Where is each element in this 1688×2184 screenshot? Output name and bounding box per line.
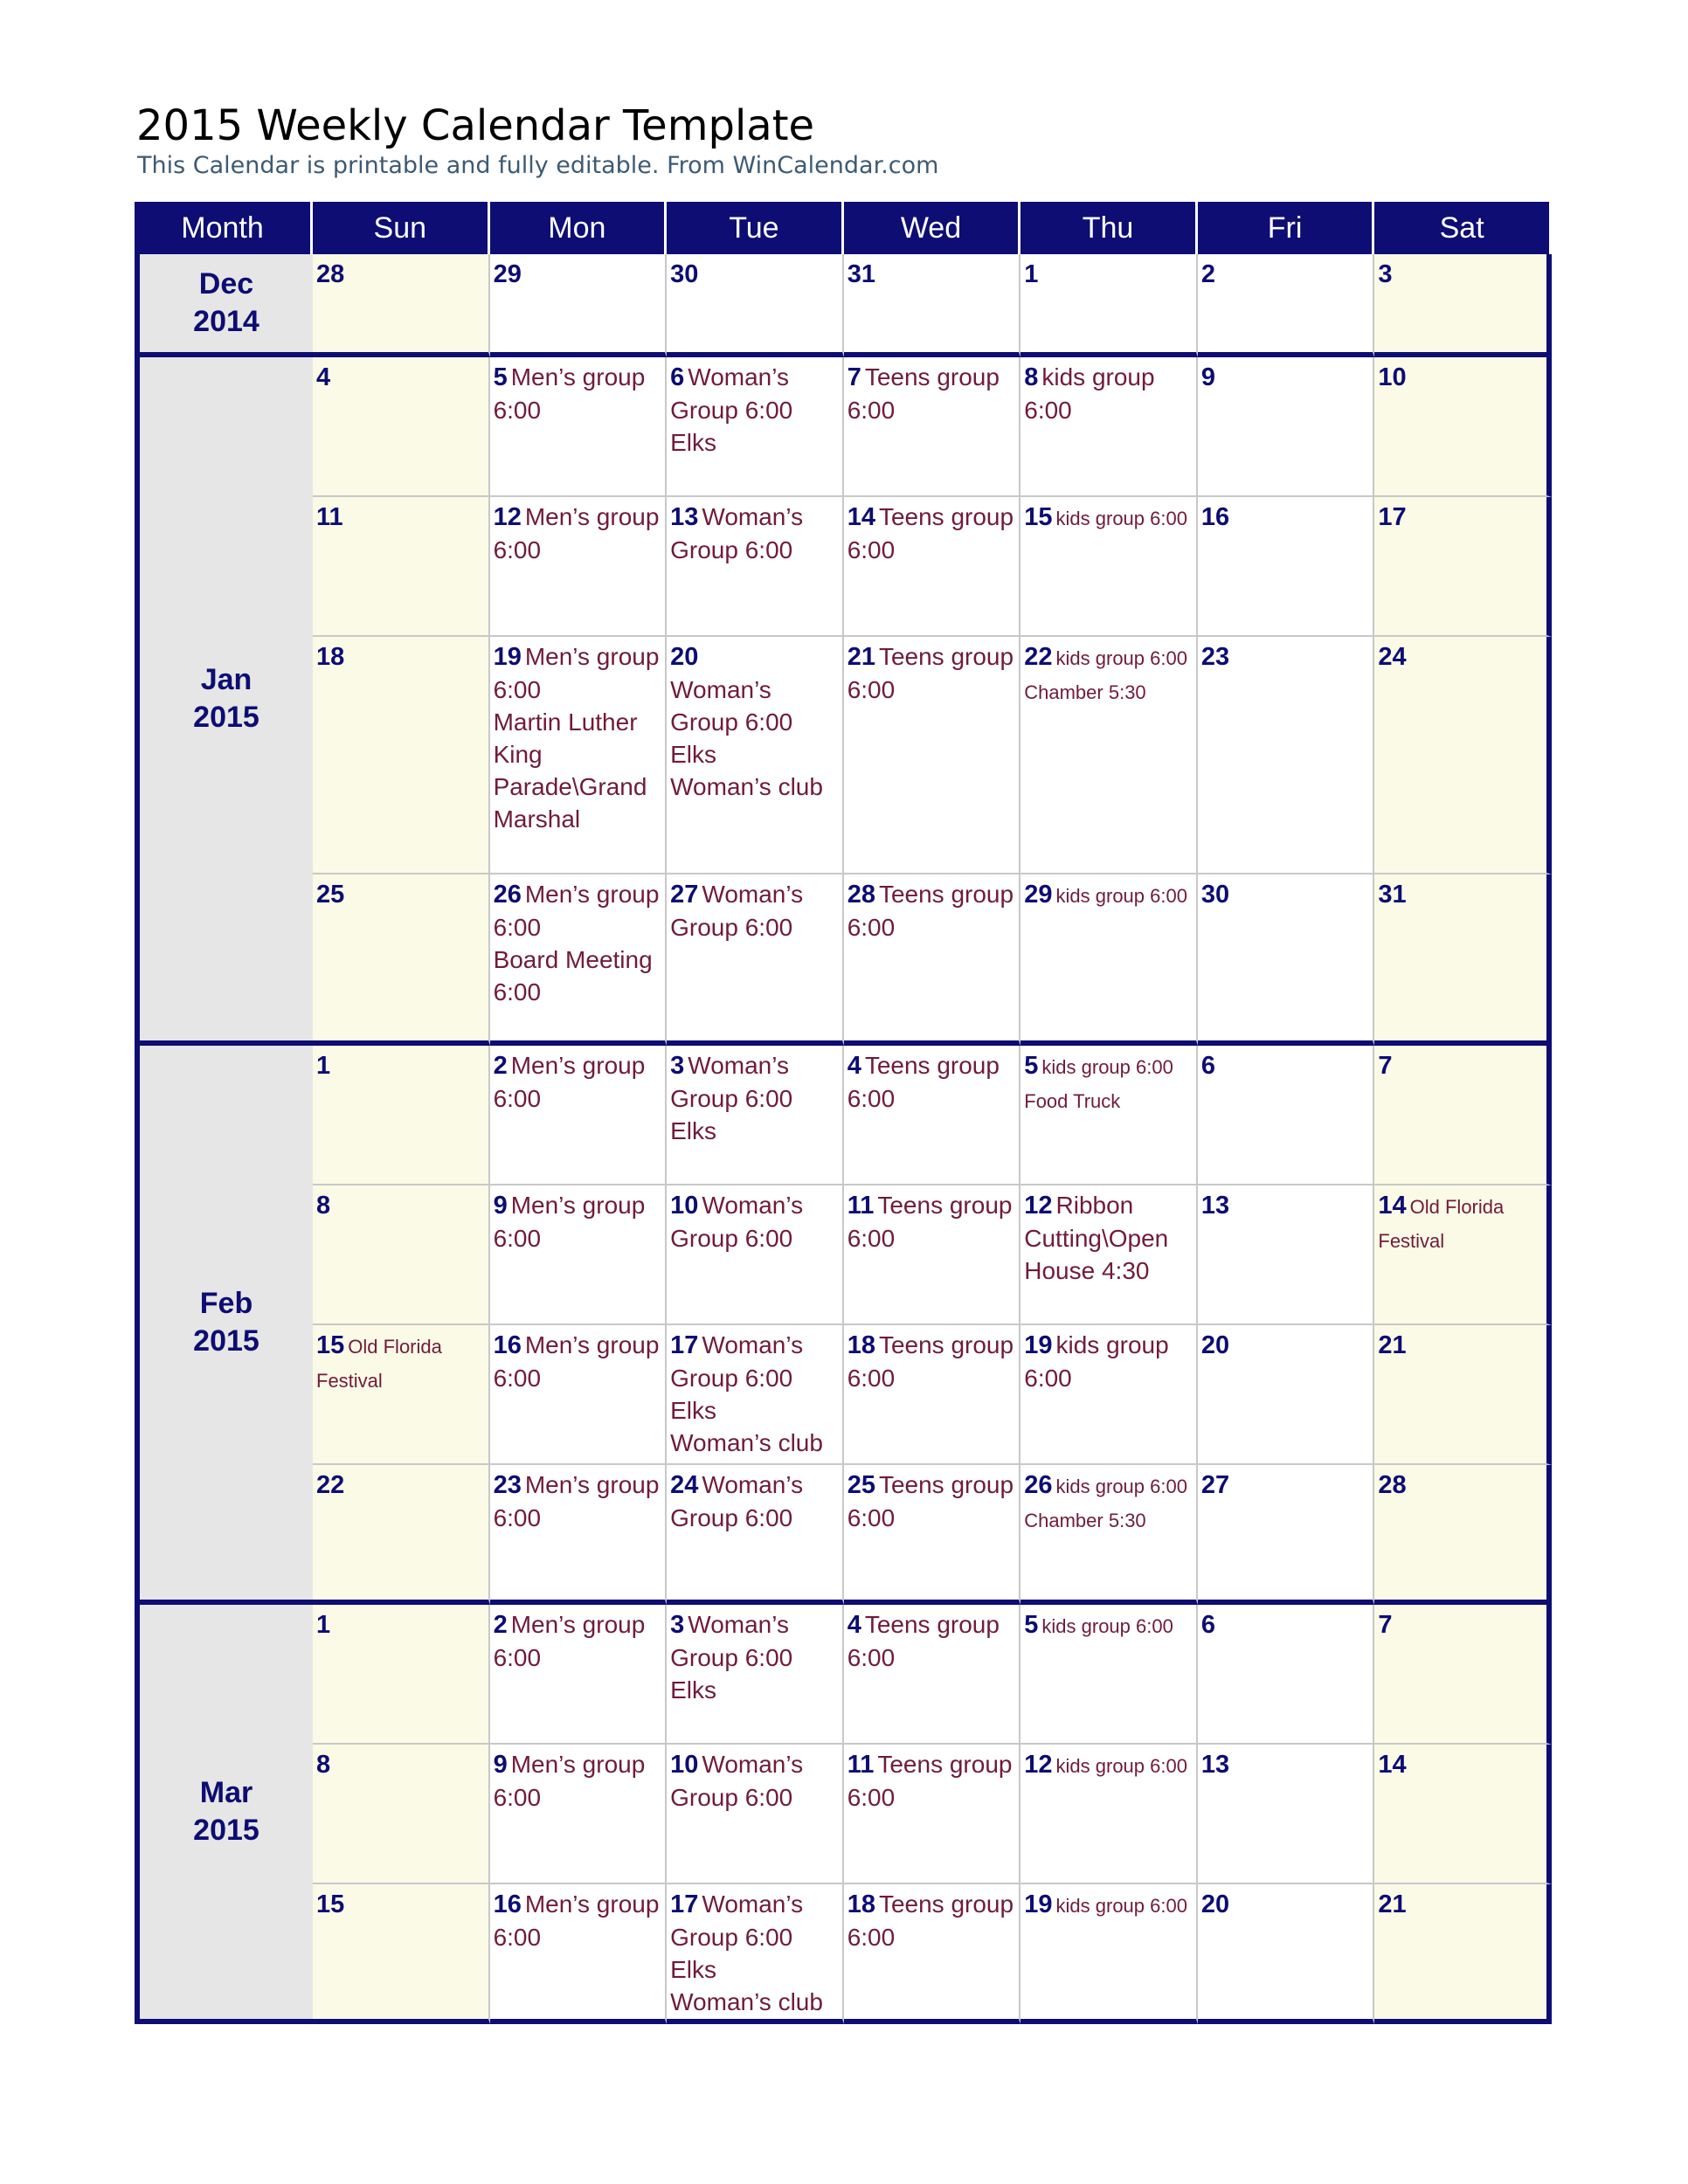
day-number: 21 bbox=[847, 643, 875, 671]
event-text: Old Florida Festival bbox=[1378, 1196, 1505, 1252]
day-cell[interactable] bbox=[313, 1605, 490, 1745]
day-number: 4 bbox=[316, 363, 331, 391]
event-text: Teens group 6:00 bbox=[847, 1471, 1014, 1531]
column-header-sat: Sat bbox=[1374, 202, 1552, 254]
day-cell[interactable] bbox=[490, 637, 668, 874]
day-number: 4 bbox=[847, 1611, 861, 1639]
day-cell[interactable] bbox=[667, 497, 844, 637]
event-text: Men’s group 6:00 bbox=[493, 1611, 646, 1671]
event-text: Woman’s Group 6:00 bbox=[670, 881, 804, 941]
day-cell[interactable] bbox=[1198, 1325, 1375, 1465]
month-label: Feb 2015 bbox=[135, 1046, 313, 1605]
day-number: 12 bbox=[1024, 1751, 1053, 1779]
day-number: 3 bbox=[670, 1611, 685, 1639]
page-subtitle: This Calendar is printable and fully editable. From WinCalendar.com bbox=[137, 152, 939, 179]
day-cell[interactable] bbox=[844, 1465, 1021, 1605]
event-text: kids group 6:00 bbox=[1024, 363, 1155, 424]
column-header-tue: Tue bbox=[667, 202, 844, 254]
day-cell[interactable] bbox=[490, 497, 668, 637]
day-number: 30 bbox=[670, 260, 699, 288]
day-number: 17 bbox=[670, 1890, 699, 1918]
event-text: Men’s group 6:00 bbox=[493, 1751, 646, 1811]
day-number: 15 bbox=[316, 1890, 345, 1918]
event-text: Woman’s Group 6:00 Elks bbox=[670, 1611, 793, 1704]
day-cell[interactable] bbox=[1198, 357, 1375, 497]
day-cell[interactable] bbox=[313, 637, 490, 874]
day-number: 22 bbox=[1024, 643, 1053, 671]
column-header-thu: Thu bbox=[1020, 202, 1198, 254]
day-number: 23 bbox=[1200, 643, 1230, 671]
day-number: 2 bbox=[493, 1611, 508, 1639]
day-number: 5 bbox=[493, 363, 508, 391]
day-number: 18 bbox=[316, 643, 345, 671]
event-text: Men’s group 6:00 bbox=[493, 363, 646, 424]
month-label: Mar 2015 bbox=[135, 1605, 313, 2024]
event-text: kids group 6:00 bbox=[1055, 1755, 1187, 1777]
day-cell[interactable] bbox=[1374, 497, 1552, 637]
day-number: 31 bbox=[1378, 881, 1407, 909]
day-cell[interactable] bbox=[1020, 357, 1198, 497]
day-cell[interactable] bbox=[1198, 1605, 1375, 1745]
day-number: 1 bbox=[316, 1052, 331, 1080]
day-cell[interactable] bbox=[1198, 1185, 1375, 1325]
day-number: 21 bbox=[1378, 1890, 1407, 1918]
day-number: 12 bbox=[493, 503, 522, 531]
day-cell[interactable] bbox=[1198, 1046, 1375, 1185]
day-number: 20 bbox=[1200, 1331, 1230, 1359]
day-cell[interactable] bbox=[667, 1745, 844, 1884]
day-number: 12 bbox=[1024, 1192, 1053, 1220]
day-number: 7 bbox=[847, 363, 861, 391]
day-number: 29 bbox=[1024, 881, 1053, 909]
day-cell[interactable] bbox=[1198, 637, 1375, 874]
event-text: Teens group 6:00 bbox=[847, 881, 1014, 941]
day-cell[interactable] bbox=[313, 1046, 490, 1185]
event-text: kids group 6:00 Chamber 5:30 bbox=[1024, 647, 1187, 703]
day-cell[interactable] bbox=[667, 1465, 844, 1605]
day-number: 11 bbox=[316, 503, 343, 531]
event-text: Woman’s Group 6:00 Elks bbox=[670, 1052, 793, 1144]
day-cell[interactable] bbox=[1020, 497, 1198, 637]
day-cell[interactable] bbox=[844, 357, 1021, 497]
day-number: 5 bbox=[1024, 1052, 1039, 1080]
event-text: Woman’s Group 6:00 bbox=[670, 1192, 804, 1252]
day-number: 23 bbox=[493, 1471, 522, 1499]
event-text: Woman’s Group 6:00 bbox=[670, 1471, 804, 1531]
event-text: Teens group 6:00 bbox=[847, 1331, 1014, 1392]
day-cell[interactable] bbox=[490, 1884, 668, 2024]
day-number: 27 bbox=[1200, 1471, 1230, 1499]
column-header-fri: Fri bbox=[1198, 202, 1375, 254]
day-cell[interactable] bbox=[1020, 254, 1198, 357]
day-number: 15 bbox=[316, 1331, 345, 1359]
day-cell[interactable] bbox=[490, 1605, 668, 1745]
day-number: 9 bbox=[1200, 363, 1215, 391]
day-number: 1 bbox=[1024, 260, 1039, 288]
day-number: 16 bbox=[1200, 503, 1230, 531]
day-cell[interactable] bbox=[313, 874, 490, 1046]
day-cell[interactable] bbox=[490, 1465, 668, 1605]
day-number: 8 bbox=[316, 1751, 331, 1779]
day-number: 19 bbox=[1024, 1331, 1053, 1359]
day-cell[interactable] bbox=[490, 874, 668, 1046]
day-number: 3 bbox=[670, 1052, 685, 1080]
event-text: kids group 6:00 bbox=[1055, 1895, 1187, 1917]
day-cell[interactable] bbox=[313, 1884, 490, 2024]
day-number: 28 bbox=[1378, 1471, 1407, 1499]
day-number: 13 bbox=[1200, 1192, 1230, 1220]
day-cell[interactable] bbox=[1020, 1745, 1198, 1884]
event-text: Men’s group 6:00 bbox=[493, 1192, 646, 1252]
day-number: 21 bbox=[1378, 1331, 1407, 1359]
day-number: 9 bbox=[493, 1192, 508, 1220]
day-cell[interactable] bbox=[313, 357, 490, 497]
day-number: 28 bbox=[316, 260, 345, 288]
day-cell[interactable] bbox=[667, 254, 844, 357]
day-number: 7 bbox=[1378, 1052, 1393, 1080]
day-number: 16 bbox=[493, 1331, 522, 1359]
day-cell[interactable] bbox=[667, 1185, 844, 1325]
day-cell[interactable] bbox=[490, 1185, 668, 1325]
day-number: 20 bbox=[670, 643, 699, 671]
day-cell[interactable] bbox=[1374, 1465, 1552, 1605]
day-cell[interactable] bbox=[1374, 357, 1552, 497]
day-number: 19 bbox=[493, 643, 522, 671]
event-text: Ribbon Cutting\Open House 4:30 bbox=[1024, 1192, 1169, 1284]
day-cell[interactable] bbox=[1020, 1185, 1198, 1325]
event-text: Men’s group 6:00 bbox=[493, 1890, 660, 1951]
day-number: 10 bbox=[670, 1192, 699, 1220]
day-number: 27 bbox=[670, 881, 699, 909]
day-cell[interactable] bbox=[667, 1325, 844, 1465]
day-number: 2 bbox=[493, 1052, 508, 1080]
event-text: Old Florida Festival bbox=[316, 1336, 442, 1392]
day-number: 17 bbox=[1378, 503, 1407, 531]
day-cell[interactable] bbox=[313, 1185, 490, 1325]
day-cell[interactable] bbox=[313, 497, 490, 637]
day-cell[interactable] bbox=[844, 497, 1021, 637]
day-number: 6 bbox=[1200, 1611, 1215, 1639]
event-text: Men’s group 6:00 Martin Luther King Parade\Grand Marshal bbox=[493, 643, 660, 833]
page-title: 2015 Weekly Calendar Template bbox=[136, 101, 815, 150]
event-text: Teens group 6:00 bbox=[847, 1052, 1000, 1112]
day-cell[interactable] bbox=[1374, 1605, 1552, 1745]
event-text: Men’s group 6:00 bbox=[493, 503, 660, 563]
event-text: kids group 6:00 bbox=[1024, 1331, 1169, 1392]
day-number: 9 bbox=[493, 1751, 508, 1779]
event-text: kids group 6:00 Chamber 5:30 bbox=[1024, 1476, 1187, 1531]
event-text: Woman’s Group 6:00 bbox=[670, 503, 804, 563]
day-number: 10 bbox=[670, 1751, 699, 1779]
day-cell[interactable] bbox=[313, 1745, 490, 1884]
day-cell[interactable] bbox=[1198, 1465, 1375, 1605]
month-label: Jan 2015 bbox=[135, 357, 313, 1046]
day-number: 24 bbox=[1378, 643, 1407, 671]
day-cell[interactable] bbox=[1374, 874, 1552, 1046]
day-cell[interactable] bbox=[490, 357, 668, 497]
day-cell[interactable] bbox=[1198, 1884, 1375, 2024]
day-number: 13 bbox=[670, 503, 699, 531]
day-number: 20 bbox=[1200, 1890, 1230, 1918]
day-number: 18 bbox=[847, 1890, 875, 1918]
day-cell[interactable] bbox=[1020, 1046, 1198, 1185]
day-number: 24 bbox=[670, 1471, 699, 1499]
day-cell[interactable] bbox=[1020, 1465, 1198, 1605]
day-cell[interactable] bbox=[667, 1046, 844, 1185]
day-cell[interactable] bbox=[1020, 637, 1198, 874]
day-cell[interactable] bbox=[313, 254, 490, 357]
day-cell[interactable] bbox=[844, 1884, 1021, 2024]
day-cell[interactable] bbox=[490, 1046, 668, 1185]
day-number: 17 bbox=[670, 1331, 699, 1359]
day-cell[interactable] bbox=[844, 1605, 1021, 1745]
day-cell[interactable] bbox=[844, 1185, 1021, 1325]
column-header-sun: Sun bbox=[313, 202, 490, 254]
month-label: Dec 2014 bbox=[135, 254, 313, 357]
day-number: 10 bbox=[1378, 363, 1407, 391]
day-number: 25 bbox=[847, 1471, 875, 1499]
event-text: kids group 6:00 bbox=[1055, 508, 1187, 529]
event-text: kids group 6:00 bbox=[1041, 1615, 1173, 1637]
event-text: Men’s group 6:00 Board Meeting 6:00 bbox=[493, 881, 660, 1006]
event-text: Teens group 6:00 bbox=[847, 1890, 1014, 1951]
event-text: Woman’s Group 6:00 bbox=[670, 1751, 804, 1811]
day-number: 4 bbox=[847, 1052, 861, 1080]
day-cell[interactable] bbox=[1198, 874, 1375, 1046]
day-cell[interactable] bbox=[1374, 254, 1552, 357]
day-cell[interactable] bbox=[1020, 874, 1198, 1046]
day-number: 8 bbox=[316, 1192, 331, 1220]
day-number: 1 bbox=[316, 1611, 331, 1639]
day-cell[interactable] bbox=[844, 1745, 1021, 1884]
day-number: 30 bbox=[1200, 881, 1230, 909]
event-text: kids group 6:00 bbox=[1055, 885, 1187, 907]
day-number: 11 bbox=[847, 1192, 875, 1220]
day-number: 5 bbox=[1024, 1611, 1039, 1639]
day-number: 22 bbox=[316, 1471, 345, 1499]
day-cell[interactable] bbox=[1374, 1325, 1552, 1465]
day-cell[interactable] bbox=[490, 1325, 668, 1465]
event-text: Woman’s Group 6:00 Elks Woman’s club bbox=[670, 676, 823, 800]
column-header-mon: Mon bbox=[490, 202, 668, 254]
day-number: 14 bbox=[1378, 1751, 1407, 1779]
day-cell[interactable] bbox=[1374, 1046, 1552, 1185]
day-number: 19 bbox=[1024, 1890, 1053, 1918]
event-text: Men’s group 6:00 bbox=[493, 1331, 660, 1392]
event-text: Men’s group 6:00 bbox=[493, 1052, 646, 1112]
day-cell[interactable] bbox=[667, 1605, 844, 1745]
event-text: Teens group 6:00 bbox=[847, 363, 1000, 424]
day-cell[interactable] bbox=[490, 254, 668, 357]
day-number: 29 bbox=[493, 260, 522, 288]
day-cell[interactable] bbox=[313, 1465, 490, 1605]
day-cell[interactable] bbox=[667, 637, 844, 874]
calendar-grid bbox=[135, 202, 1552, 2015]
day-number: 11 bbox=[847, 1751, 875, 1779]
day-cell[interactable] bbox=[1198, 1745, 1375, 1884]
day-cell[interactable] bbox=[667, 1884, 844, 2024]
event-text: Woman’s Group 6:00 Elks bbox=[670, 363, 793, 456]
day-number: 15 bbox=[1024, 503, 1053, 531]
event-text: Teens group 6:00 bbox=[847, 1611, 1000, 1671]
day-cell[interactable] bbox=[844, 1046, 1021, 1185]
day-cell[interactable] bbox=[844, 1325, 1021, 1465]
day-cell[interactable] bbox=[844, 637, 1021, 874]
day-number: 16 bbox=[493, 1890, 522, 1918]
day-number: 3 bbox=[1378, 260, 1393, 288]
event-text: kids group 6:00 Food Truck bbox=[1024, 1056, 1173, 1112]
day-cell[interactable] bbox=[313, 1325, 490, 1465]
day-number: 18 bbox=[847, 1331, 875, 1359]
day-number: 13 bbox=[1200, 1751, 1230, 1779]
event-text: Woman’s Group 6:00 Elks Woman’s club bbox=[670, 1890, 823, 2015]
event-text: Teens group 6:00 bbox=[847, 503, 1014, 563]
event-text: Woman’s Group 6:00 Elks Woman’s club bbox=[670, 1331, 823, 1456]
day-cell[interactable] bbox=[667, 874, 844, 1046]
day-cell[interactable] bbox=[1020, 1325, 1198, 1465]
day-number: 14 bbox=[847, 503, 875, 531]
day-cell[interactable] bbox=[1198, 254, 1375, 357]
column-header-month: Month bbox=[135, 202, 313, 254]
event-text: Teens group 6:00 bbox=[847, 1192, 1013, 1252]
day-cell[interactable] bbox=[1374, 1884, 1552, 2024]
day-cell[interactable] bbox=[490, 1745, 668, 1884]
event-text: Men’s group 6:00 bbox=[493, 1471, 660, 1531]
day-cell[interactable] bbox=[1374, 1745, 1552, 1884]
column-header-wed: Wed bbox=[844, 202, 1021, 254]
day-cell[interactable] bbox=[1020, 1884, 1198, 2024]
event-text: Teens group 6:00 bbox=[847, 1751, 1013, 1811]
day-cell[interactable] bbox=[844, 254, 1021, 357]
day-cell[interactable] bbox=[1374, 637, 1552, 874]
day-cell[interactable] bbox=[844, 874, 1021, 1046]
day-number: 28 bbox=[847, 881, 875, 909]
day-cell[interactable] bbox=[667, 357, 844, 497]
day-number: 25 bbox=[316, 881, 345, 909]
day-number: 14 bbox=[1378, 1192, 1407, 1220]
day-number: 31 bbox=[847, 260, 875, 288]
day-number: 6 bbox=[1200, 1052, 1215, 1080]
day-number: 7 bbox=[1378, 1611, 1393, 1639]
day-number: 26 bbox=[1024, 1471, 1053, 1499]
day-number: 26 bbox=[493, 881, 522, 909]
day-cell[interactable] bbox=[1374, 1185, 1552, 1325]
day-number: 6 bbox=[670, 363, 685, 391]
event-text: Teens group 6:00 bbox=[847, 643, 1014, 703]
day-number: 8 bbox=[1024, 363, 1039, 391]
day-cell[interactable] bbox=[1020, 1605, 1198, 1745]
day-cell[interactable] bbox=[1198, 497, 1375, 637]
day-number: 2 bbox=[1200, 260, 1215, 288]
